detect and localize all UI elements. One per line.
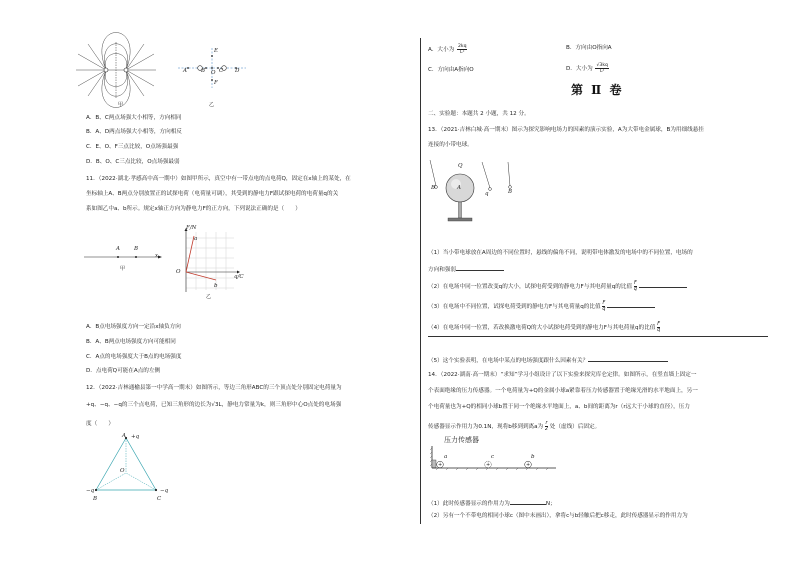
answer-blank-3[interactable] (607, 301, 655, 308)
q13-label-b2: B (508, 189, 513, 195)
q14-sensor-label: 压力传感器 (444, 436, 479, 444)
q11-caption-jia: 甲 (120, 266, 126, 272)
section-title: 第 Ⅱ 卷 (571, 83, 624, 97)
q13-part-5: （5）这个实验表明，在电场中某点的电场强度跟什么因素有关？ (428, 355, 668, 365)
q11-option-a: A．B点电场强度方向一定沿x轴负方向 (86, 324, 181, 330)
q11-line-3: 系如图乙中a、b所示。规定x轴正方向为静电力F的正方向，下列说法正确的是（ ） (86, 206, 301, 212)
q12-option-a-fraction: $\frac{2kq}{\text{L²}}$ (457, 44, 467, 55)
point-label-e: E (214, 48, 219, 54)
point-label-o: O (211, 70, 216, 76)
q13-line-1: 13．（2021·吉林白城·高一期末）图示为探究影响电场力的因素的演示实验，A为大带电金属球，B为用细线悬挂 (428, 127, 704, 133)
q11-force-charge-graph (182, 228, 242, 292)
answer-blank-5[interactable] (588, 355, 668, 362)
q12-option-c: C．方向由A指向O (428, 67, 474, 73)
q14-sensor-figure (430, 444, 560, 474)
q14-part-1: （1）此时传感器显示的作用力为 N； (428, 498, 556, 508)
q11-origin: O (176, 269, 181, 275)
q14-ball-b-plus: + (526, 462, 531, 468)
q13-label-a: A (457, 185, 461, 191)
point-label-d: D (235, 68, 240, 74)
q11-axis-figure (84, 252, 164, 262)
q11-line-2: 坐标轴上A、B两点分别放置正的试探电荷（电荷量可调），其受到的静电力F跟试探电荷的电荷量q的关 (86, 191, 339, 197)
q11-line-1: 11．（2022·湖北·孝感高中高一期中）如图甲所示，真空中有一带点电的点电荷Q，固定在x轴上的某处，在 (86, 176, 351, 182)
q10-option-d: D．B、O、C三点比较，O点场强最弱 (86, 159, 180, 165)
q12-vertex-a: A (122, 433, 126, 439)
point-label-b: B (201, 68, 206, 74)
q12-option-b: B．方向由O指向A (566, 45, 612, 51)
q11-axis-x: x (155, 253, 159, 259)
q12-vertex-c: C (157, 496, 162, 502)
q12-option-d-fraction: $\frac{√3kq}{\text{L²}}$ (596, 63, 608, 74)
q12-line-2: +q、−q、−q的三个点电荷，已知三角形的边长为√3L，静电力常量为k，则三角形中心O点处的电场强 (86, 402, 342, 408)
q13-part-4-fraction: $\frac{F}{q}$ (657, 322, 661, 333)
q11-line-a: a (194, 236, 198, 242)
q13-part-2: （2）在电场中同一位置改变q的大小，试探电荷受到的静电力F与其电荷量q的比值 $\frac{F}{q}$ (428, 281, 687, 292)
point-label-c: C (219, 68, 224, 74)
q11-axis-fn: F/N (186, 225, 197, 231)
q11-option-b: B．A、B两点电场强度方向可能相同 (86, 339, 176, 345)
q12-charge-plus-q: +q (131, 434, 140, 440)
q12-triangle-figure (92, 436, 172, 496)
q14-part-2: （2）另有一个不带电的相同小球c（图中未画出），拿将c与b轻触后把c移走，此时传感器显示的作用力为 (428, 513, 688, 519)
answer-blank-6[interactable] (510, 498, 546, 505)
q12-option-d: D．大小为 $\frac{√3kq}{\text{L²}}$ (566, 63, 608, 74)
q13-label-q: Q (458, 163, 463, 169)
part-2-heading: 二、实验题：本题共 2 小题，共 12 分。 (428, 111, 530, 117)
q14-label-b: b (531, 454, 535, 460)
q13-part-3-fraction: $\frac{F}{q}$ (602, 301, 606, 312)
q14-fraction: $\frac{r}{2}$ (544, 421, 548, 432)
q12-charge-minus-q-left: −q (86, 488, 95, 494)
q14-ball-a-plus: + (438, 462, 443, 468)
point-label-f: F (214, 80, 218, 86)
q12-line-1: 12．（2022·吉林通榆县第一中学高一期末）如图所示，等边三角形ABC的三个顶点处分别固定电荷量为 (86, 385, 342, 391)
q10-option-b: B．A、D两点场强大小相等，方向相反 (86, 129, 182, 135)
answer-blank-2[interactable] (639, 281, 687, 288)
q11-axis-qc: q/C (234, 274, 244, 280)
q14-label-a: a (444, 454, 448, 460)
q10-option-c: C．E、O、F三点比较，O点场强最强 (86, 144, 179, 150)
q14-line-4: 传感器显示作用力为0.1N，现将b移到到离a为 $\frac{r}{2}$ 处（虚线）后固定。 (428, 421, 601, 432)
q13-part-3: （3）在电场中不同位置，试探电荷受到的静电力F与其电荷量q的比值 $\frac{F}{q}$ (428, 301, 655, 312)
q12-charge-minus-q-right: −q (160, 488, 169, 494)
q13-part-2-fraction: $\frac{F}{q}$ (633, 281, 637, 292)
point-label-a: A (183, 68, 187, 74)
answer-blank-4[interactable] (428, 336, 768, 337)
q14-label-c: c (491, 454, 495, 460)
q14-line-2: 个表面绝缘的压力传感器。一个电荷量为+Q的金属小球a紧靠着压力传感器置于绝缘光滑的水平地面上，另一 (428, 388, 698, 394)
q12-vertex-b: B (93, 496, 98, 502)
q13-part-1-line-1: （1）当小带电球放在A周边的不同位置时，悬线的偏角不同，说明带电体激发的电场中的不同位置，电场的 (428, 250, 693, 256)
q14-line-3: 个电荷量也为+Q的相同小球b置于同一个绝缘水平地面上，a、b间的距离为r（r远大于小球的直径），压力 (428, 404, 690, 410)
q13-line-2: 连接的小带电球。 (428, 142, 473, 148)
q10-option-a: A．B、C两点场强大小相等，方向相同 (86, 115, 182, 121)
q11-option-c: C．A点的电场强度大于B点的电场强度 (86, 354, 182, 360)
q13-part-4: （4）在电场中同一位置，若改换激电荷Q的大小试探电荷受到的静电力F与其电荷量q的比值 $\frac{F}{q}$ (428, 322, 661, 333)
q11-caption-yi: 乙 (206, 294, 212, 300)
column-divider (420, 38, 421, 524)
q11-point-b: B (134, 246, 139, 252)
electric-field-lines-figure (76, 40, 156, 100)
q14-line-1: 14．（2022·湖南·高一期末）“求知”学习小组设计了以下实验来探究库仑定律。如图所示，在竖直墙上固定一 (428, 372, 697, 378)
answer-blank-1[interactable] (456, 264, 504, 271)
q12-option-a: A．大小为 $\frac{2kq}{\text{L²}}$ (428, 44, 467, 55)
q12-line-3: 度（ ） (86, 421, 114, 427)
q11-point-a: A (116, 246, 120, 252)
figure-caption-yi: 乙 (209, 102, 215, 108)
q11-line-b: b (214, 283, 218, 289)
q11-option-d: D．点电荷Q可能在A点的左侧 (86, 368, 161, 374)
q12-center-o: O (120, 468, 125, 474)
q14-ball-c-plus: + (486, 462, 491, 468)
q13-label-small-q: q (485, 191, 489, 197)
figure-caption-jia: 甲 (118, 102, 124, 108)
q13-label-b1: B (431, 185, 436, 191)
q13-part-1-line-2: 方向和强弱 (428, 264, 504, 274)
